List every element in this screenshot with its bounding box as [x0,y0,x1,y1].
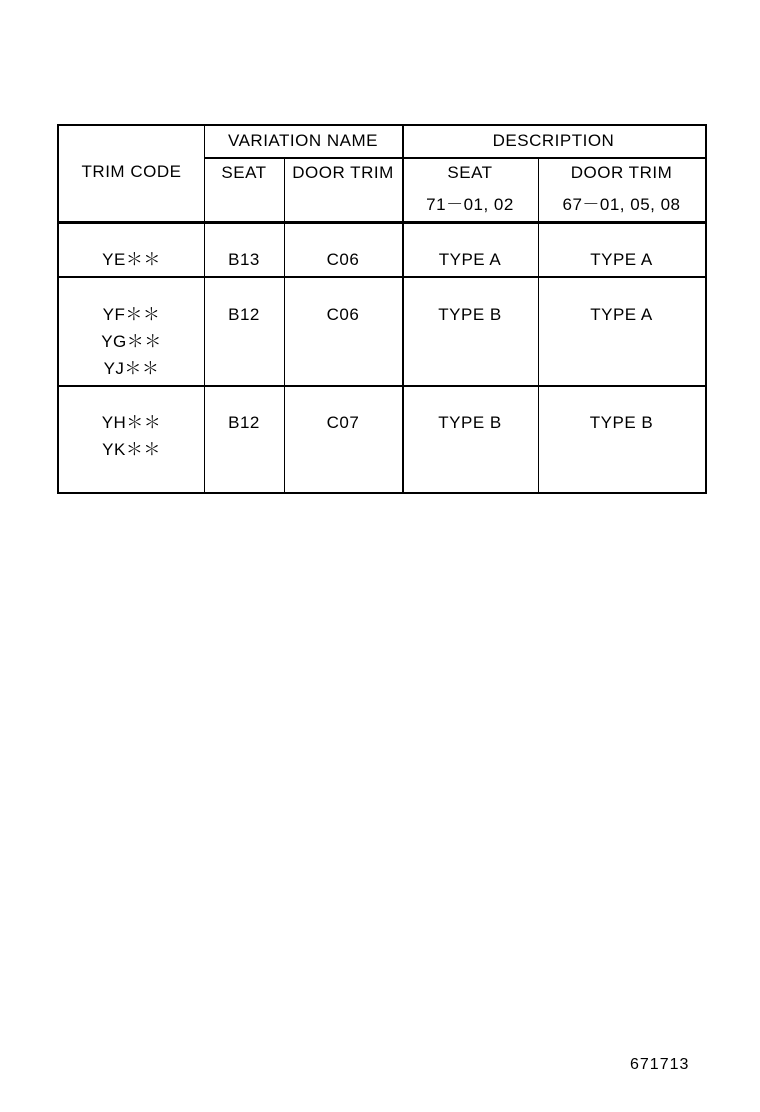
row-1-door-trim: C06 [326,250,360,269]
trim-code: YJ＊＊ [103,359,160,378]
header-bottom-rule [59,221,705,224]
header-variation-name: VARIATION NAME [228,131,378,150]
figure-number: 671713 [630,1056,690,1073]
row-3-desc-door: TYPE B [589,413,654,432]
row-2-desc-seat: TYPE B [438,305,502,324]
row-divider [59,385,705,387]
trim-code: YF＊＊ [102,305,161,324]
header-desc-door-ref: 67－01, 05, 08 [562,195,681,214]
trim-code: YE＊＊ [102,250,161,269]
row-1-desc-door: TYPE A [590,250,653,269]
row-3-door-trim: C07 [326,413,360,432]
row-2-seat: B12 [228,305,260,324]
header-desc-door-trim: DOOR TRIM [570,163,673,182]
row-2-trim-codes [59,301,204,382]
trim-code: YG＊＊ [101,332,162,351]
row-3-desc-seat: TYPE B [438,413,502,432]
row-1-trim-codes [59,246,204,273]
row-3-trim-codes [59,409,204,463]
trim-code: YH＊＊ [101,413,162,432]
row-2-door-trim: C06 [326,305,360,324]
header-trim-code: TRIM CODE [81,162,182,181]
row-divider [59,276,705,278]
header-seat: SEAT [221,163,267,182]
row-2-desc-door: TYPE A [590,305,653,324]
header-desc-seat: SEAT [447,163,493,182]
row-1-desc-seat: TYPE A [438,250,502,269]
trim-code: YK＊＊ [102,440,161,459]
row-1-seat: B13 [228,250,260,269]
row-3-seat: B12 [228,413,260,432]
header-desc-seat-ref: 71－01, 02 [426,195,514,214]
header-door-trim: DOOR TRIM [292,163,394,182]
trim-code-table [57,124,707,494]
header-description: DESCRIPTION [492,131,615,150]
